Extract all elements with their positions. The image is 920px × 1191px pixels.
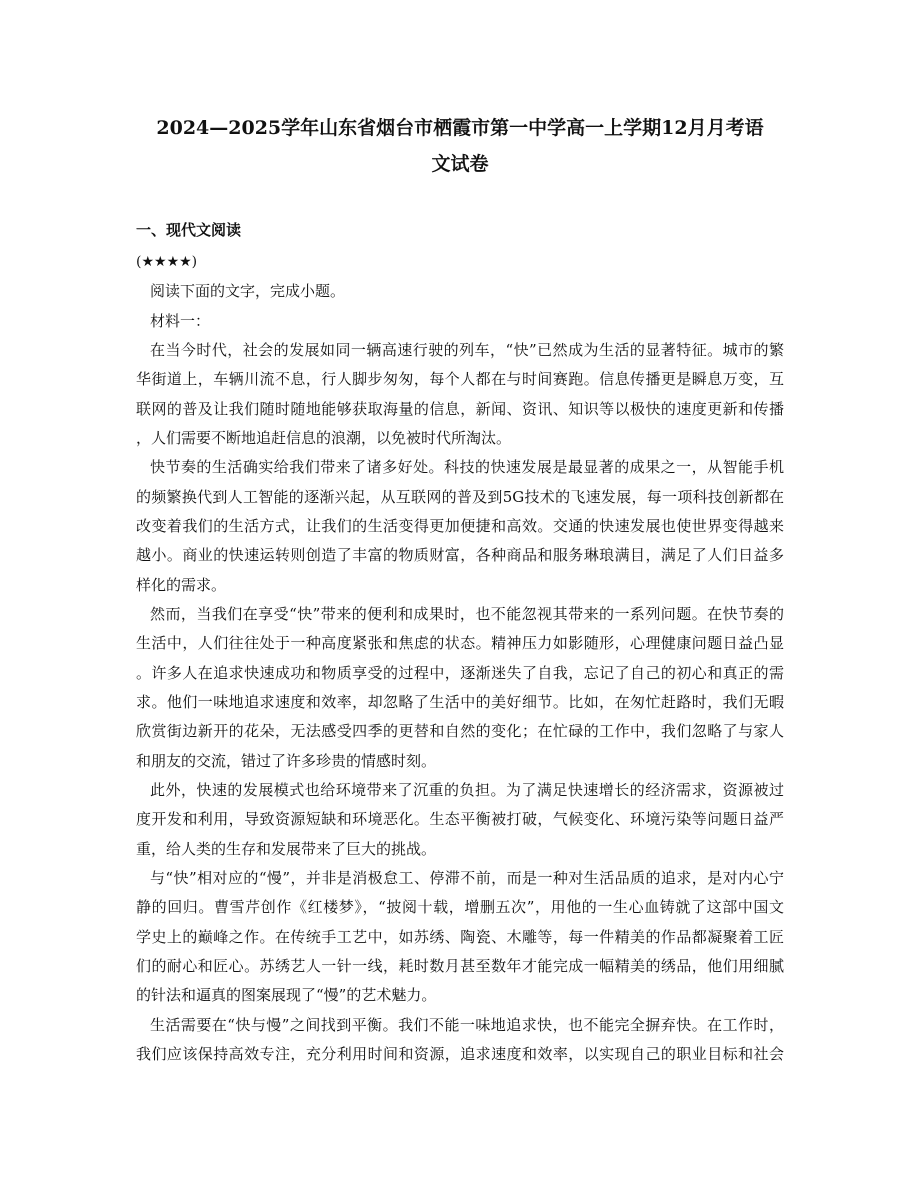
- text-line: 越小。商业的快速运转则创造了丰富的物质财富，各种商品和服务琳琅满目，满足了人们日益多: [136, 546, 784, 565]
- text-line: 然而，当我们在享受“快”带来的便利和成果时，也不能忽视其带来的一系列问题。在快节奏的: [150, 604, 784, 623]
- document-body: [136, 248, 784, 1069]
- text-line: 此外，快速的发展模式也给环境带来了沉重的负担。为了满足快速增长的经济需求，资源被过: [150, 780, 784, 799]
- text-line: 求。他们一味地追求速度和效率，却忽略了生活中的美好细节。比如，在匆忙赶路时，我们无暇: [136, 692, 784, 711]
- paragraph: [136, 336, 784, 453]
- text-line: 静的回归。曹雪芹创作《红楼梦》，“披阅十载，增删五次”，用他的一生心血铸就了这部中国文: [136, 898, 784, 917]
- text-line: 华街道上，车辆川流不息，行人脚步匆匆，每个人都在与时间赛跑。信息传播更是瞬息万变，互: [136, 370, 784, 389]
- section-heading: 一、现代文阅读: [136, 221, 242, 239]
- paragraph: [136, 776, 784, 864]
- paragraph: [136, 1011, 784, 1070]
- paragraph: [136, 600, 784, 776]
- text-line: ，人们需要不断地追赶信息的浪潮，以免被时代所淘汰。: [136, 428, 512, 447]
- text-line: 快节奏的生活确实给我们带来了诸多好处。科技的快速发展是最显著的成果之一，从智能手机: [150, 458, 784, 477]
- passage: [136, 336, 784, 1069]
- text-line: 联网的普及让我们随时随地能够获取海量的信息，新闻、资讯、知识等以极快的速度更新和传播: [136, 399, 784, 418]
- text-line: 度开发和利用，导致资源短缺和环境恶化。生态平衡被打破，气候变化、环境污染等问题日益严: [136, 810, 784, 829]
- paragraph: [136, 453, 784, 600]
- text-line: 生活需要在“快与慢”之间找到平衡。我们不能一味地追求快，也不能完全摒弃快。在工作时，: [150, 1015, 784, 1034]
- text-line: 重，给人类的生存和发展带来了巨大的挑战。: [136, 839, 437, 858]
- text-line: 和朋友的交流，错过了许多珍贵的情感时刻。: [136, 751, 437, 770]
- text-line: 改变着我们的生活方式，让我们的生活变得更加便捷和高效。交通的快速发展也使世界变得越来: [136, 516, 784, 535]
- difficulty-rating: (★★★★): [136, 254, 198, 270]
- text-line: 在当今时代，社会的发展如同一辆高速行驶的列车，“快”已然成为生活的显著特征。城市的繁: [150, 340, 784, 359]
- text-line: 欣赏街边新开的花朵，无法感受四季的更替和自然的变化；在忙碌的工作中，我们忽略了与家人: [136, 722, 784, 741]
- text-line: 们的耐心和匠心。苏绣艺人一针一线，耗时数月甚至数年才能完成一幅精美的绣品，他们用细腻: [136, 956, 784, 975]
- text-line: 学史上的巅峰之作。在传统手工艺中，如苏绣、陶瓷、木雕等，每一件精美的作品都凝聚着工匠: [136, 927, 784, 946]
- text-line: 的频繁换代到人工智能的逐渐兴起，从互联网的普及到5G技术的飞速发展，每一项科技创新都在: [136, 487, 784, 506]
- text-line: 与“快”相对应的“慢”，并非是消极怠工、停滞不前，而是一种对生活品质的追求，是对内心宁: [150, 868, 784, 887]
- instruction-text: 阅读下面的文字，完成小题。: [150, 282, 346, 301]
- text-line: 我们应该保持高效专注，充分利用时间和资源，追求速度和效率，以实现自己的职业目标和社会: [136, 1044, 784, 1063]
- text-line: 的针法和逼真的图案展现了“慢”的艺术魅力。: [136, 986, 437, 1005]
- text-line: 生活中，人们往往处于一种高度紧张和焦虑的状态。精神压力如影随形，心理健康问题日益凸显: [136, 634, 784, 653]
- material-label: 材料一：: [150, 311, 211, 330]
- title-line: 文试卷: [431, 153, 489, 175]
- paragraph: [136, 864, 784, 1011]
- text-line: 样化的需求。: [136, 575, 227, 594]
- document-title: [120, 110, 800, 182]
- text-line: 。许多人在追求快速成功和物质享受的过程中，逐渐迷失了自我，忘记了自己的初心和真正的需: [136, 663, 784, 682]
- title-line: 2024—2025学年山东省烟台市栖霞市第一中学高一上学期12月月考语: [156, 117, 764, 139]
